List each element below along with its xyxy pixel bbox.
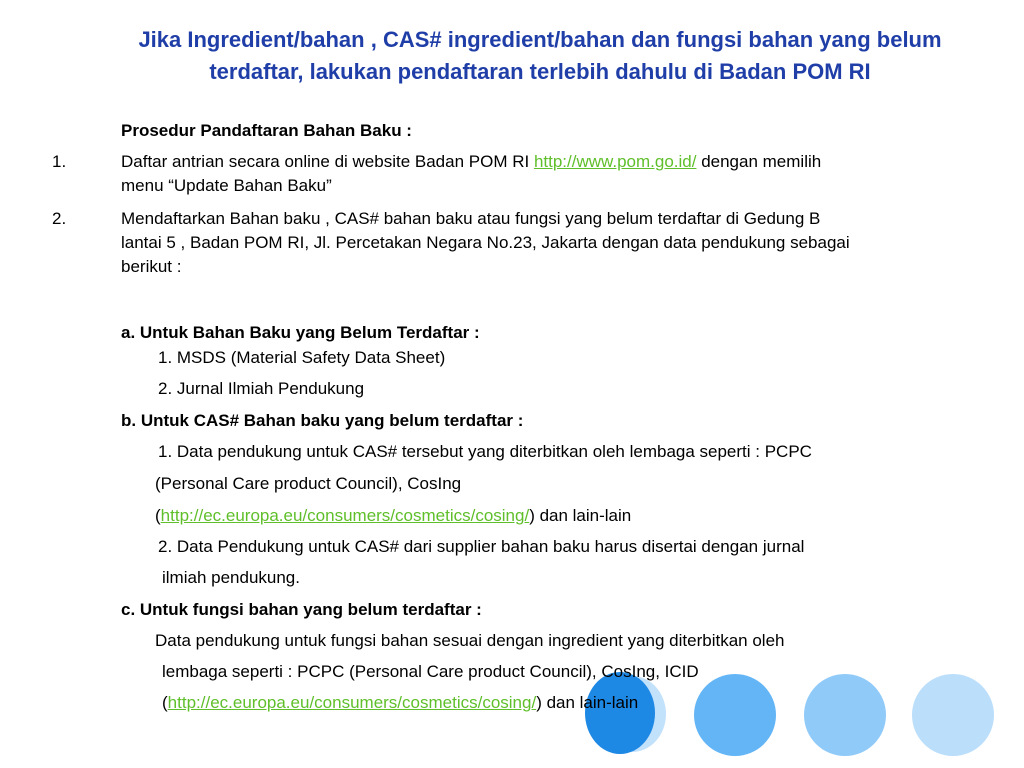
cosing-link-c[interactable]: http://ec.europa.eu/consumers/cosmetics/cosing/ [167, 693, 537, 712]
section-b-paren-open: ( [155, 506, 161, 525]
decorative-circle-mid [694, 674, 776, 756]
item-2-line-3: berikut : [121, 257, 182, 276]
item-1-text-before: Daftar antrian secara online di website Badan POM RI [121, 152, 534, 171]
section-c-heading: c. Untuk fungsi bahan yang belum terdaftar : [121, 600, 482, 619]
item-1-text-after: dengan memilih [696, 152, 822, 171]
item-2-line-2: lantai 5 , Badan POM RI, Jl. Percetakan Negara No.23, Jakarta dengan data pendukung sebagai [121, 233, 850, 252]
section-c-paren-open: ( [162, 693, 168, 712]
section-b-line-4: 2. Data Pendukung untuk CAS# dari supplier bahan baku harus disertai dengan jurnal [158, 537, 805, 556]
section-c-line-3-after: ) dan lain-lain [536, 693, 639, 712]
section-b-line-2: (Personal Care product Council), CosIng [155, 474, 462, 493]
section-c-line-3 [162, 692, 638, 714]
pom-website-link[interactable]: http://www.pom.go.id/ [533, 152, 697, 171]
section-b-line-3-after: ) dan lain-lain [529, 506, 632, 525]
title-line-2: terdaftar, lakukan pendaftaran terlebih dahulu di Badan POM RI [209, 59, 871, 84]
section-b-line-1: 1. Data pendukung untuk CAS# tersebut yang diterbitkan oleh lembaga seperti : PCPC [158, 442, 812, 461]
title-line-1: Jika Ingredient/bahan , CAS# ingredient/bahan dan fungsi bahan yang belum [138, 27, 942, 52]
section-c-line-2: lembaga seperti : PCPC (Personal Care product Council), CosIng, ICID [162, 662, 699, 681]
section-a-line-1: 1. MSDS (Material Safety Data Sheet) [158, 348, 446, 367]
decorative-circle-light [912, 674, 994, 756]
procedure-heading: Prosedur Pandaftaran Bahan Baku : [121, 121, 412, 140]
section-b-line-5: ilmiah pendukung. [162, 568, 300, 587]
section-a-heading: a. Untuk Bahan Baku yang Belum Terdaftar : [121, 323, 480, 342]
item-1-line-2: menu “Update Bahan Baku” [121, 176, 332, 195]
cosing-link-b[interactable]: http://ec.europa.eu/consumers/cosmetics/cosing/ [160, 506, 530, 525]
section-b-line-3 [155, 505, 631, 527]
item-1-number: 1. [52, 152, 67, 171]
item-2-line-1: Mendaftarkan Bahan baku , CAS# bahan baku atau fungsi yang belum terdaftar di Gedung B [121, 209, 821, 228]
section-c-line-1: Data pendukung untuk fungsi bahan sesuai dengan ingredient yang diterbitkan oleh [155, 631, 785, 650]
section-a-line-2: 2. Jurnal Ilmiah Pendukung [158, 379, 365, 398]
decorative-circle-mid-light [804, 674, 886, 756]
slide-title [70, 24, 1010, 88]
item-1-line-1 [121, 151, 821, 173]
item-2-number: 2. [52, 209, 67, 228]
section-b-heading: b. Untuk CAS# Bahan baku yang belum terdaftar : [121, 411, 524, 430]
